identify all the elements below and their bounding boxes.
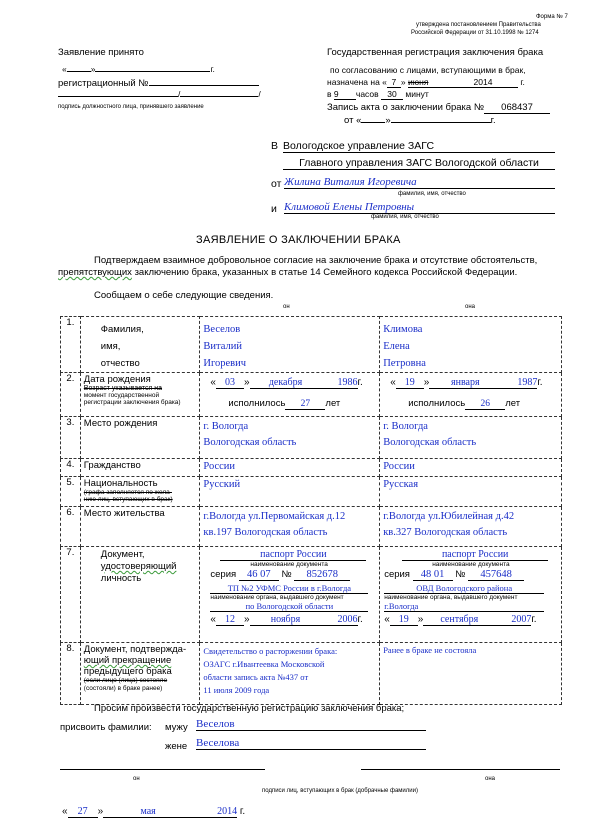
from-prefix: от [271,178,282,190]
registration-line-1: Государственная регистрация заключения брака [327,47,544,58]
she-birth-day: 19 [396,377,424,389]
label-surname: Фамилия, [100,324,144,335]
quote-close: » [423,377,430,388]
table-row [61,373,562,417]
row-number: 6. [61,507,81,547]
hour-value: 9 [334,89,356,100]
row-label [80,507,200,547]
she-prev-marriage [380,643,562,705]
signature-caption: подпись должностного лица, принявшего заявление [58,104,204,110]
table-row [61,477,562,507]
he-name: Виталий [203,341,242,352]
she-doc-day: 19 [390,614,418,626]
row-label [80,547,200,643]
age-suffix: лет [505,398,521,409]
quote-close: » [90,64,96,74]
footer-day: 27 [68,806,98,818]
he-residence-line-1: г.Вологда ул.Первомайская д.12 [203,511,346,522]
year-suffix: г. [357,614,363,625]
appointed-day: 7 [387,77,401,88]
table-row [61,417,562,459]
she-birthplace [380,417,562,459]
signature-he-label: он [133,776,140,782]
org-caption: наименование органа, выдавшего документ [384,594,518,601]
label-prev-marriage-note-2: (состояли) в браке ранее) [83,685,163,692]
doc-caption: наименование документа [250,561,328,568]
registration-time [327,89,429,100]
label-citizenship: Гражданство [83,460,141,471]
row-number: 5. [61,477,81,507]
she-age: 26 [465,399,505,410]
minutes-label: минут [405,89,429,99]
col-he-header: он [283,304,290,310]
registration-date: назначена на « 7 » июня 2014 г. [327,77,525,87]
she-doc-issuer-1: ОВД Вологодского района [384,583,544,594]
org-line-1: Вологодское управление ЗАГС [283,140,555,153]
act-date [344,115,496,126]
series-label: серия [210,569,237,580]
he-doc-day: 12 [216,614,244,626]
row-number: 7. [61,547,81,643]
table-row [61,547,562,643]
she-doc-year: 2007 [495,614,531,626]
and-prefix: и [271,203,277,215]
quote-close: » [97,806,104,817]
label-prev-marriage-note-1: (если лицо (лица) состояло [83,677,168,684]
year-suffix: г. [537,377,543,388]
quote-open: « [62,806,68,817]
she-birthdate [380,373,562,417]
he-doc-month: ноября [250,614,322,626]
org-line-2: Главного управления ЗАГС Вологодской области [283,157,555,170]
label-id-doc-2: удостоверяющий [100,561,177,572]
she-nationality [380,477,562,507]
intro-rest: заключению брака, указанных в статье 14 Семейного кодекса Российской Федерации. [134,267,518,278]
footer-month: мая [103,806,193,818]
age-prefix: исполнилось [408,398,466,409]
approval-line-2: Российской Федерации от 31.10.1998 № 1274 [411,30,539,36]
approval-line-1: утверждена постановлением Правительства [416,22,541,28]
she-citizenship-value: России [383,461,415,472]
assign-surnames-label: присвоить фамилии: [60,722,152,733]
received-title: Заявление принято [58,47,144,58]
he-birth-day: 03 [216,377,244,389]
he-prev-marriage-1: Свидетельство о расторжении брака: [203,646,338,656]
year-suffix: г. [239,806,246,817]
form-number: Форма № 7 [536,14,568,20]
she-id-document [380,547,562,643]
he-age: 27 [285,399,325,410]
label-prev-marriage-1: Документ, подтвержда- [83,644,187,655]
number-label: № [455,569,466,580]
fio-caption-1: фамилия, имя, отчество [398,191,466,197]
she-nationality-value: Русская [383,479,419,490]
appointed-year-suffix: г. [520,77,525,87]
she-doc-series: 48 01 [413,569,453,581]
label-name: имя, [100,341,121,352]
he-prev-marriage-4: 11 июля 2009 года [203,685,270,695]
label-patronymic: отчество [100,358,140,369]
signatures-caption: подписи лиц, вступающих в брак (добрачные фамилии) [262,788,418,794]
label-residence: Место жительства [83,508,165,519]
row-label [80,317,200,373]
she-birth-year: 1987 [501,377,537,389]
age-suffix: лет [325,398,341,409]
act-date-mid: » [385,115,391,126]
he-doc-year: 2006 [322,614,358,626]
he-birthplace [200,417,380,459]
he-residence [200,507,380,547]
registration-line-2: по согласованию с лицами, вступающими в брак, [330,65,526,75]
applicant-info-table [60,316,562,705]
she-citizenship [380,459,562,477]
quote-close: » [243,614,250,625]
intro-paragraph-1: Подтверждаем взаимное добровольное согласие на заключение брака и отсутствие обстоятельств, [94,255,538,266]
row-number: 8. [61,643,81,705]
registration-number [58,78,259,89]
she-fio [380,317,562,373]
quote-open: « [390,377,396,388]
he-birthdate [200,373,380,417]
wife-label: жене [165,741,188,752]
she-residence [380,507,562,547]
he-patronymic: Игоревич [203,358,247,369]
year-suffix: г. [210,64,215,74]
applicant-he-name: Жилина Виталия Игоревича [284,176,555,189]
request-line: Просим произвести государственную регистрацию заключения брака; [94,703,405,714]
she-signature-line [361,769,560,770]
he-nationality-value: Русский [203,479,241,490]
he-doc-issuer-1: ТП №2 УФМС России в г.Вологда [210,583,368,594]
husband-surname: Веселов [196,718,426,731]
she-birthplace-city: г. Вологда [383,421,428,432]
series-label: серия [384,569,410,580]
label-prev-marriage-3: предыдущего брака [83,666,172,677]
he-surname: Веселов [203,324,241,335]
row-label [80,373,200,417]
she-doc-type: паспорт России [402,549,548,561]
label-nationality: Национальность [83,478,158,489]
row-label [80,643,200,705]
label-age-note-2: момент государственной [83,392,160,399]
appointed-prefix: назначена на « [327,77,387,87]
she-name: Елена [383,341,410,352]
she-doc-issuer-2: г.Вологда [384,601,544,612]
label-id-doc-3: личность [100,573,142,584]
he-birth-month: декабря [250,377,322,389]
he-id-document [200,547,380,643]
he-nationality [200,477,380,507]
she-residence-line-1: г.Вологда ул.Юбилейная д.42 [383,511,515,522]
label-prev-marriage-2: ющий прекращение [83,655,172,666]
appointed-month: июня [408,77,448,88]
quote-open: « [62,64,67,74]
act-date-suffix: г. [490,115,496,126]
number-label: № [281,569,292,580]
table-row [61,507,562,547]
he-fio [200,317,380,373]
row-number: 4. [61,459,81,477]
row-label [80,459,200,477]
signature-slash-line: / / [58,89,261,99]
he-doc-issuer-2: по Вологодской области [210,601,368,612]
appointed-year: 2014 [448,77,518,88]
quote-open: « [384,614,390,625]
she-prev-marriage-value: Ранее в браке не состояла [383,645,477,655]
hours-label: часов [355,89,379,99]
he-residence-line-2: кв.197 Вологодская область [203,527,328,538]
he-doc-type: паспорт России [220,549,366,561]
act-number: 068437 [484,102,550,114]
time-prefix: в [327,89,332,99]
row-label [80,477,200,507]
table-row [61,643,562,705]
he-signature-line [60,769,265,770]
label-age-note-3: регистрации заключения брака) [83,399,181,406]
she-birth-month: января [429,377,501,389]
received-date [62,64,215,74]
age-prefix: исполнилось [228,398,286,409]
table-row [61,459,562,477]
document-title: ЗАЯВЛЕНИЕ О ЗАКЛЮЧЕНИИ БРАКА [196,234,401,246]
label-birthplace: Место рождения [83,418,158,429]
to-prefix: В [271,140,279,152]
signature-she-label: она [485,776,495,782]
act-label: Запись акта о заключении брака № [327,102,485,113]
she-patronymic: Петровна [383,358,426,369]
intro-paragraph-3: Сообщаем о себе следующие сведения. [94,290,274,301]
he-birth-year: 1986 [322,377,358,389]
col-she-header: она [465,304,475,310]
table-row [61,317,562,373]
she-birthplace-region: Вологодская область [383,437,477,448]
act-record [327,102,550,114]
footer-date [62,806,245,818]
org-caption: наименование органа, выдавшего документ [210,594,344,601]
he-prev-marriage-3: области запись акта №437 от [203,672,309,682]
quote-open: « [210,377,216,388]
he-doc-number: 852678 [294,569,350,581]
minutes-value: 30 [381,89,403,100]
she-surname: Климова [383,324,423,335]
he-citizenship-value: России [203,461,236,472]
applicant-she-name: Климовой Елены Петровны [284,201,555,214]
he-prev-marriage [200,643,380,705]
label-birthdate: Дата рождения [83,374,151,385]
row-number: 3. [61,417,81,459]
quote-open: « [210,614,216,625]
label-nationality-note-2: нию лиц, вступающих в брак) [83,496,173,503]
husband-label: мужу [165,722,188,733]
he-citizenship [200,459,380,477]
row-label [80,417,200,459]
doc-caption: наименование документа [432,561,510,568]
she-doc-month: сентября [423,614,495,626]
footer-year: 2014 [193,806,237,818]
year-suffix: г. [357,377,363,388]
label-age-note-1: Возраст указывается на [83,385,163,392]
label-nationality-note-1: (графа заполняется по жела- [83,489,172,496]
she-residence-line-2: кв.327 Вологодская область [383,527,508,538]
quote-close: » [417,614,424,625]
he-birthplace-city: г. Вологда [203,421,249,432]
he-doc-series: 46 07 [239,569,279,581]
fio-caption-2: фамилия, имя, отчество [371,214,439,220]
intro-wavy-word: препятствующих [58,267,132,278]
year-suffix: г. [531,614,537,625]
he-prev-marriage-2: ОЗАГС г.Ивантеевка Московской [203,659,325,669]
reg-label: регистрационный № [58,78,149,89]
row-number: 1. [61,317,81,373]
she-doc-number: 457648 [468,569,524,581]
wife-surname: Веселова [196,737,426,750]
act-date-prefix: от « [344,115,362,126]
label-id-doc-1: Документ, [100,549,145,560]
row-number: 2. [61,373,81,417]
intro-paragraph-2 [58,267,517,278]
he-birthplace-region: Вологодская область [203,437,297,448]
quote-close: » [243,377,250,388]
